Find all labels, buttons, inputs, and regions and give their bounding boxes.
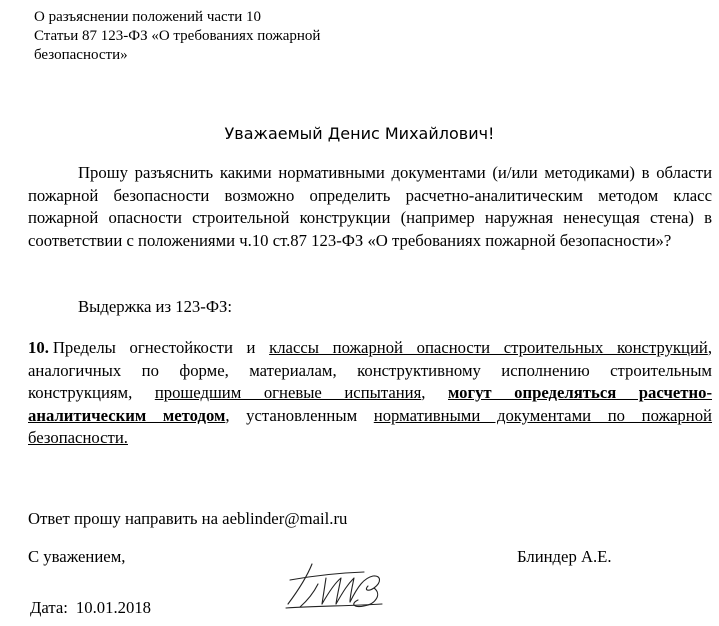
clause-text: , установленным <box>225 405 374 425</box>
handwritten-signature <box>278 560 398 614</box>
clause-text: Пределы огнестойкости и <box>52 338 256 357</box>
salutation: Уважаемый Денис Михайлович! <box>224 124 495 143</box>
date-label: Дата: <box>30 598 68 617</box>
date-value: 10.01.2018 <box>75 598 151 617</box>
clause-text-underlined: классы пожарной опасности строительных конструкций <box>269 338 708 357</box>
closing: С уважением, <box>28 547 126 566</box>
subject-line: безопасности» <box>34 47 128 63</box>
subject-line: Статьи 87 123-ФЗ «О требованиях пожарной <box>34 28 321 44</box>
letter-subject <box>34 8 374 65</box>
law-clause <box>28 337 712 450</box>
reply-request: Ответ прошу направить на aeblinder@mail.ru <box>28 509 348 528</box>
request-paragraph: Прошу разъяснить какими нормативными документами (и/или методиками) в области пожарной безопасности возможно определить расчетно-аналитическим методом класс пожарной опасности строительной конструкции (например наружная ненесущая стена) в соответствии с положениями ч.10 ст.87 123-ФЗ «О требованиях пожарной безопасности»? <box>28 163 712 250</box>
signer-name: Блиндер А.Е. <box>517 547 612 566</box>
clause-text-bold-underlined: могут определяться расчетно-аналитическим методом <box>28 383 713 425</box>
subject-line: О разъяснении положений части 10 <box>34 9 262 25</box>
clause-text: , аналогичных по форме, материалам, конструктивному исполнению строительным конструкциям, <box>28 338 712 403</box>
clause-text-underlined: прошедшим огневые испытания <box>154 383 422 403</box>
clause-text-underlined: нормативными документами по пожарной безопасности. <box>28 405 712 448</box>
clause-text: , <box>421 383 448 403</box>
clause-number: 10. <box>28 338 49 357</box>
excerpt-heading: Выдержка из 123-ФЗ: <box>78 297 233 316</box>
date-line <box>30 597 151 619</box>
